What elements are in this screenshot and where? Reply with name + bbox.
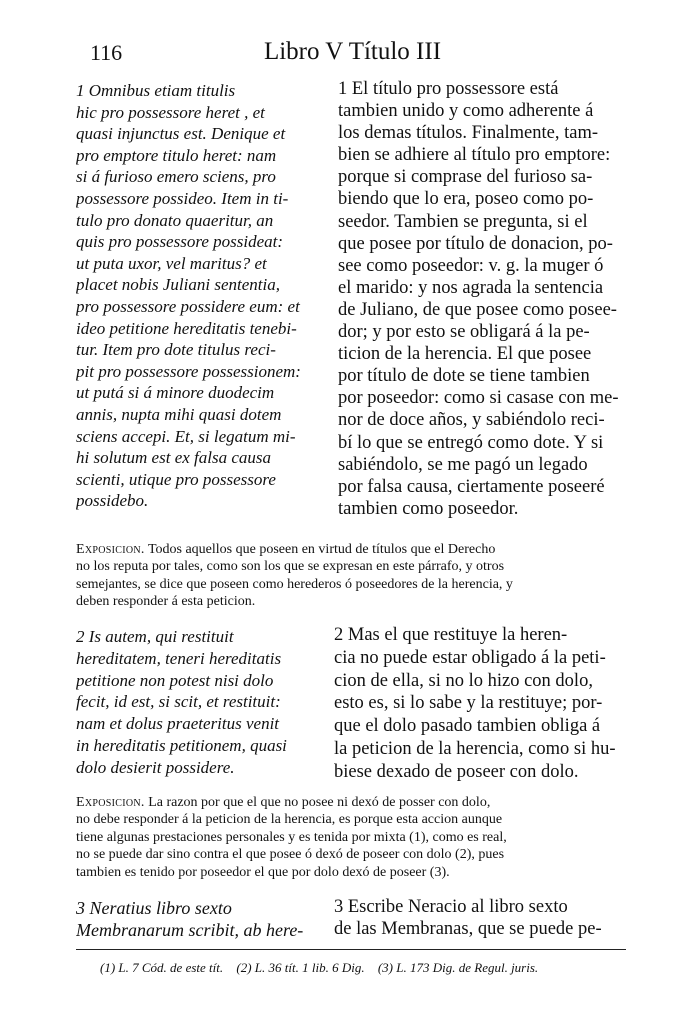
running-title: Libro V Título III (263, 38, 442, 65)
footnote-1: (1) L. 7 Cód. de este tít. (100, 960, 224, 975)
text-line: ticion de la herencia. El que posee (338, 344, 592, 365)
text-line: de las Membranas, que se puede pe- (334, 919, 602, 939)
text-line: de Juliano, de que posee como posee- (338, 299, 617, 320)
text-line: see como poseedor: v. g. la muger ó (338, 255, 604, 276)
text-line: no debe responder á la peticion de la herencia, es porque esta accion aunque (76, 812, 503, 828)
text-line: bí lo que se entregó como dote. Y si (338, 432, 604, 453)
text-line: nor de doce años, y sabiéndolo reci- (338, 410, 605, 431)
text-line: el marido: y nos agrada la sentencia (338, 277, 604, 298)
text-line: tambien unido y como adherente á (338, 101, 594, 122)
text-line: hi solutum est ex falsa causa (76, 448, 272, 468)
page-header (80, 38, 625, 70)
text-line: 1 Omnibus etiam titulis (76, 81, 236, 100)
text-line: seedor. Tambien se pregunta, si el (338, 211, 588, 232)
text-line: por falsa causa, ciertamente poseeré (338, 476, 605, 497)
text-line: ideo petitione hereditatis tenebi- (76, 318, 297, 338)
text-line: quasi injunctus est. Denique et (76, 124, 286, 144)
section-2-spanish-column (334, 624, 626, 784)
exposition-label: Exposicion. (76, 795, 145, 810)
text-line: cion de ella, si no lo hizo con dolo, (334, 670, 593, 691)
text-line: nam et dolus praeteritus venit (76, 714, 280, 734)
text-line: pro emptore titulo heret: nam (76, 145, 277, 165)
text-line: petitione non potest nisi dolo (76, 670, 274, 690)
text-line: pit pro possessore possessionem: (76, 361, 301, 381)
text-line: sciens accepi. Et, si legatum mi- (76, 426, 296, 446)
text-line: hic pro possessore heret , et (76, 102, 265, 122)
text-line: annis, nupta mihi quasi dotem (76, 404, 282, 424)
text-line: los demas títulos. Finalmente, tam- (338, 123, 598, 144)
footnote-divider (76, 949, 626, 950)
text-line: in hereditatis petitionem, quasi (76, 735, 287, 755)
page-number: 116 (90, 40, 123, 65)
text-line: esto es, si lo sabe y la restituye; por- (334, 693, 603, 714)
text-line: hereditatem, teneri hereditatis (76, 648, 282, 668)
text-line: sabiéndolo, se me pagó un legado (338, 454, 588, 475)
text-line: deben responder á esta peticion. (76, 594, 256, 610)
section-3-latin-column (76, 897, 321, 941)
text-line: que el dolo pasado tambien obliga á (334, 716, 601, 737)
text-line: quis pro possessore possideat: (76, 232, 283, 252)
text-line: no los reputa por tales, como son los que se expresan en este párrafo, y otros (76, 559, 505, 575)
text-line (76, 794, 626, 811)
text-line: scienti, utique pro possessore (76, 469, 276, 489)
text-line: tambien es tenido por poseedor el que por dolo dexó de poseer (3). (76, 864, 450, 880)
text-line: 2 Is autem, qui restituit (76, 627, 234, 646)
section-3-spanish-column (334, 896, 626, 940)
text-line: biese dexado de poseer con dolo. (334, 761, 579, 782)
footnote-3: (3) L. 173 Dig. de Regul. juris. (377, 960, 539, 975)
section-2-latin-column (76, 626, 316, 779)
text-line: dor; y por esto se obligará á la pe- (338, 322, 590, 343)
exposition-1 (76, 541, 626, 611)
text-line: la peticion de la herencia, como si hu- (334, 738, 616, 759)
text-line: fecit, id est, si scit, et restituit: (76, 692, 281, 712)
text-line: que posee por título de donacion, po- (338, 233, 613, 254)
exposition-label: Exposicion. (76, 542, 145, 557)
text-line: ut puta uxor, vel maritus? et (76, 253, 267, 273)
text-line: ut putá si á minore duodecim (76, 383, 275, 403)
text-line (76, 541, 626, 558)
text-line: 3 Escribe Neracio al libro sexto (334, 897, 568, 917)
text-line: cia no puede estar obligado á la peti- (334, 647, 606, 668)
text-line: possidebo. (76, 491, 149, 511)
section-1-latin-column (76, 80, 316, 512)
text-line: Membranarum scribit, ab here- (76, 920, 304, 940)
text-line: por poseedor: como si casase con me- (338, 388, 619, 409)
text-line: pro possessore possidere eum: et (76, 296, 300, 316)
text-line: tur. Item pro dote titulus reci- (76, 340, 276, 360)
text-line: semejantes, se dice que poseen como herederos ó poseedores de la herencia, y (76, 576, 513, 592)
text-line: dolo desierit possidere. (76, 757, 235, 777)
text-line: 2 Mas el que restituye la heren- (334, 625, 568, 645)
text-line: bien se adhiere al título pro emptore: (338, 145, 611, 166)
exposition-text: Todos aquellos que poseen en virtud de títulos que el Derecho (144, 542, 496, 557)
text-line: tiene algunas prestaciones personales y es tenida por mixta (1), como es real, (76, 829, 507, 845)
text-line: tambien como poseedor. (338, 498, 519, 519)
footnote-2: (2) L. 36 tít. 1 lib. 6 Dig. (236, 960, 365, 975)
text-line: biendo que lo era, poseo como po- (338, 189, 594, 210)
text-line: porque si comprase del furioso sa- (338, 167, 593, 188)
text-line: por título de dote se tiene tambien (338, 366, 590, 387)
footnotes (100, 960, 620, 976)
section-1-spanish-column (338, 78, 626, 520)
text-line: no se puede dar sino contra el que posee ó dexó de poseer con dolo (2), pues (76, 847, 505, 863)
text-line: possessore possideo. Item in ti- (76, 188, 289, 208)
exposition-2 (76, 794, 626, 881)
text-line: placet nobis Juliani sententia, (76, 275, 280, 295)
text-line: 1 El título pro possessore está (338, 79, 559, 99)
text-line: tulo pro donato quaeritur, an (76, 210, 274, 230)
text-line: si á furioso emero sciens, pro (76, 167, 276, 187)
exposition-text: La razon por que el que no posee ni dexó de posser con dolo, (144, 795, 491, 810)
text-line: 3 Neratius libro sexto (76, 898, 232, 918)
